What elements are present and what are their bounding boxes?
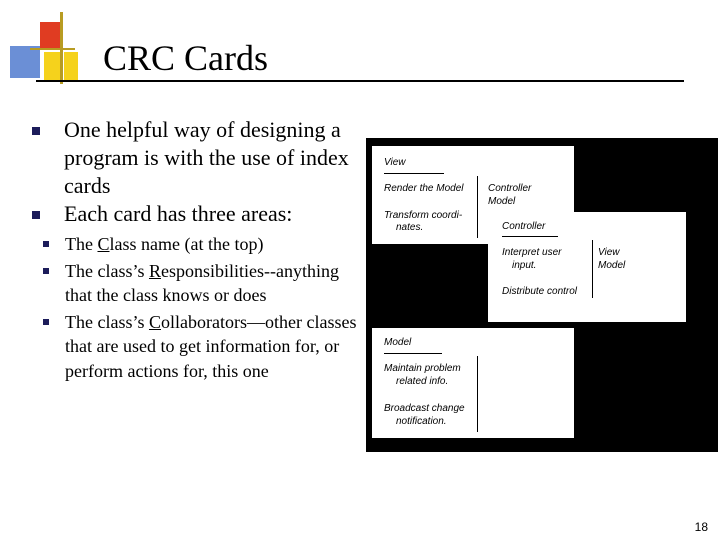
sub-bullet-post: lass name (at the top)	[109, 234, 264, 254]
bullet-square-icon	[32, 127, 40, 135]
bullet-text: Each card has three areas:	[64, 201, 293, 226]
sub-bullet-post: ollaborators—other classes that are used to get information for, or perform actions for, this one	[65, 311, 357, 381]
bullet-item	[30, 200, 360, 228]
card-responsibility: Maintain problem	[384, 363, 461, 374]
bullet-square-icon	[43, 241, 49, 247]
sub-bullet-item	[30, 310, 360, 384]
bullet-square-icon	[43, 319, 49, 325]
card-responsibility: nates.	[396, 222, 424, 233]
sub-bullet-list	[30, 232, 360, 383]
sub-bullet-item	[30, 232, 360, 257]
sub-bullet-key: R	[148, 260, 161, 281]
card-responsibility: related info.	[396, 376, 449, 387]
page-number: 18	[694, 520, 708, 534]
sub-bullet-key: C	[148, 311, 161, 332]
bullet-item	[30, 116, 360, 200]
model-card	[372, 328, 574, 438]
red-square	[40, 22, 62, 50]
crc-cards-figure	[366, 138, 718, 452]
card-collaborator: Model	[598, 260, 626, 271]
card-name-rule	[384, 173, 444, 174]
card-responsibility: Render the Model	[384, 183, 464, 194]
sub-bullet-key: C	[97, 234, 110, 254]
card-divider	[477, 356, 478, 432]
controller-card	[488, 212, 686, 322]
card-responsibility: Transform coordi-	[384, 210, 463, 221]
card-responsibility: input.	[512, 260, 537, 271]
bullet-square-icon	[43, 268, 49, 274]
card-responsibility: notification.	[396, 416, 447, 427]
decorative-logo	[0, 0, 110, 90]
card-divider	[477, 176, 478, 238]
card-collaborator: Controller	[488, 183, 532, 194]
card-responsibility: Distribute control	[502, 286, 578, 297]
slide-title: CRC Cards	[103, 38, 269, 78]
card-name-rule	[384, 353, 442, 354]
sub-bullet-post: esponsibilities--anything that the class knows or does	[65, 260, 339, 305]
sub-bullet-pre: The class’s	[65, 260, 149, 281]
logo-horizontal-line	[30, 48, 75, 50]
card-class-name: View	[384, 157, 406, 168]
card-responsibility: Interpret user	[502, 247, 562, 258]
card-name-rule	[502, 236, 558, 237]
card-collaborator: Model	[488, 196, 516, 207]
card-class-name: Controller	[502, 221, 546, 232]
card-divider	[592, 240, 593, 298]
blue-square	[10, 46, 40, 78]
bullet-text: One helpful way of designing a program is with the use of index cards	[64, 117, 349, 198]
bullet-square-icon	[32, 211, 40, 219]
title-underline	[36, 80, 684, 82]
card-collaborator: View	[598, 247, 620, 258]
bullet-list	[30, 116, 360, 385]
sub-bullet-pre: The class’s	[65, 311, 149, 332]
card-class-name: Model	[384, 337, 412, 348]
sub-bullet-item	[30, 259, 360, 308]
sub-bullet-pre: The	[65, 234, 98, 254]
card-responsibility: Broadcast change	[384, 403, 465, 414]
yellow-square	[64, 52, 78, 80]
